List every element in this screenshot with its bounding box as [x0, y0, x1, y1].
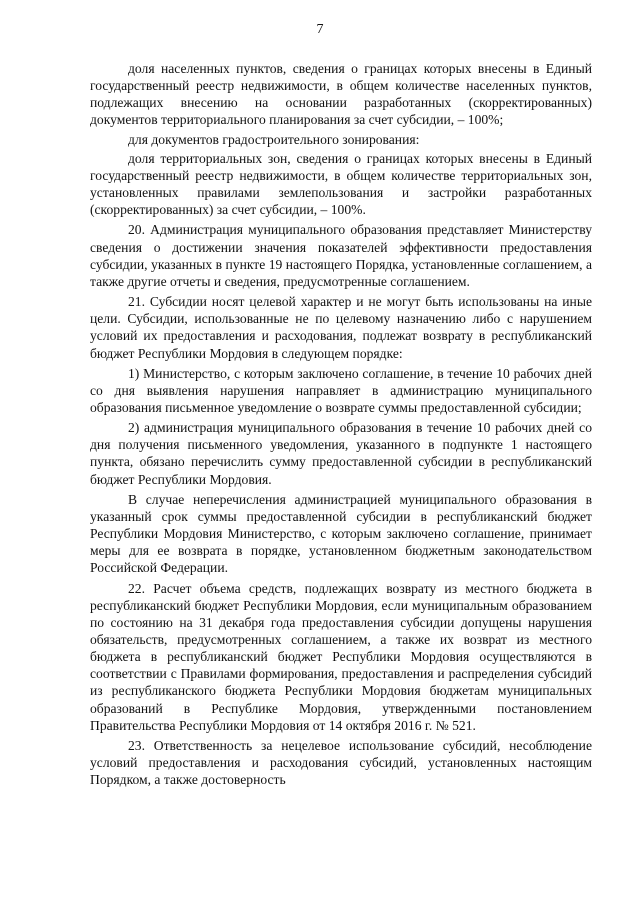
page-number: 7: [316, 22, 324, 37]
paragraph-zoning-documents-heading: для документов градостроительного зонирования:: [128, 131, 420, 147]
paragraph-item-22: 22. Расчет объема средств, подлежащих возврату из местного бюджета в республиканский бюджет Республики Мордовия, если муниципальным образованием по состоянию на 31 декабря года предоставления субсидии допущены нарушения обязательств, предусмотренных соглашением, а также их возврат из местного бюджета в республиканский бюджет Республики Мордовия осуществляются в соответствии с Правилами формирования, предоставления и распределения субсидий из республиканского бюджета Республики Мордовия бюджетам муниципальных образований в Республике Мордовия, утвержденными постановлением Правительства Республики Мордовия от 14 октября 2016 г. № 521.: [90, 580, 592, 733]
document-body: [90, 60, 592, 788]
paragraph-item-21-subitem-1: 1) Министерство, с которым заключено соглашение, в течение 10 рабочих дней со дня выявления нарушения направляет в администрацию муниципального образования письменное уведомление о возврате суммы предоставленной субсидии;: [90, 365, 592, 415]
paragraph-zones-share: доля территориальных зон, сведения о границах которых внесены в Единый государственный реестр недвижимости, в общем количестве территориальных зон, установленных правилами землепользования и застройки разработанных (скорректированных) за счет субсидии, – 100%.: [90, 150, 592, 218]
paragraph-non-transfer-case: В случае неперечисления администрацией муниципального образования в указанный срок суммы предоставленной субсидии в республиканский бюджет Республики Мордовия Министерство, с которым заключено соглашение, принимает меры для ее возврата в порядке, установленном бюджетным законодательством Российской Федерации.: [90, 491, 592, 576]
paragraph-item-21: 21. Субсидии носят целевой характер и не могут быть использованы на иные цели. Субсидии, использованные не по целевому назначению либо с нарушением условий их предоставления и расходования, подлежат возврату в республиканский бюджет Республики Мордовия в следующем порядке:: [90, 294, 592, 361]
paragraph-item-21-subitem-2: 2) администрация муниципального образования в течение 10 рабочих дней со дня получения письменного уведомления, указанного в подпункте 1 настоящего пункта, обязано перечислить сумму предоставленной субсидии в республиканский бюджет Республики Мордовия.: [90, 420, 592, 487]
paragraph-item-20: 20. Администрация муниципального образования представляет Министерству сведения о достижении значения показателей эффективности предоставления субсидии, указанных в пункте 19 настоящего Порядка, установленные соглашением, а также другие отчеты и сведения, предусмотренные соглашением.: [90, 222, 592, 289]
paragraph-settlements-share: доля населенных пунктов, сведения о границах которых внесены в Единый государственный реестр недвижимости, в общем количестве населенных пунктов, подлежащих внесению на основании разработанных (скорректированных) документов территориального планирования за счет субсидии, – 100%;: [90, 61, 592, 128]
paragraph-item-23: 23. Ответственность за нецелевое использование субсидий, несоблюдение условий предоставления и расходования субсидий, установленных настоящим Порядком, а также достоверность: [90, 737, 592, 788]
